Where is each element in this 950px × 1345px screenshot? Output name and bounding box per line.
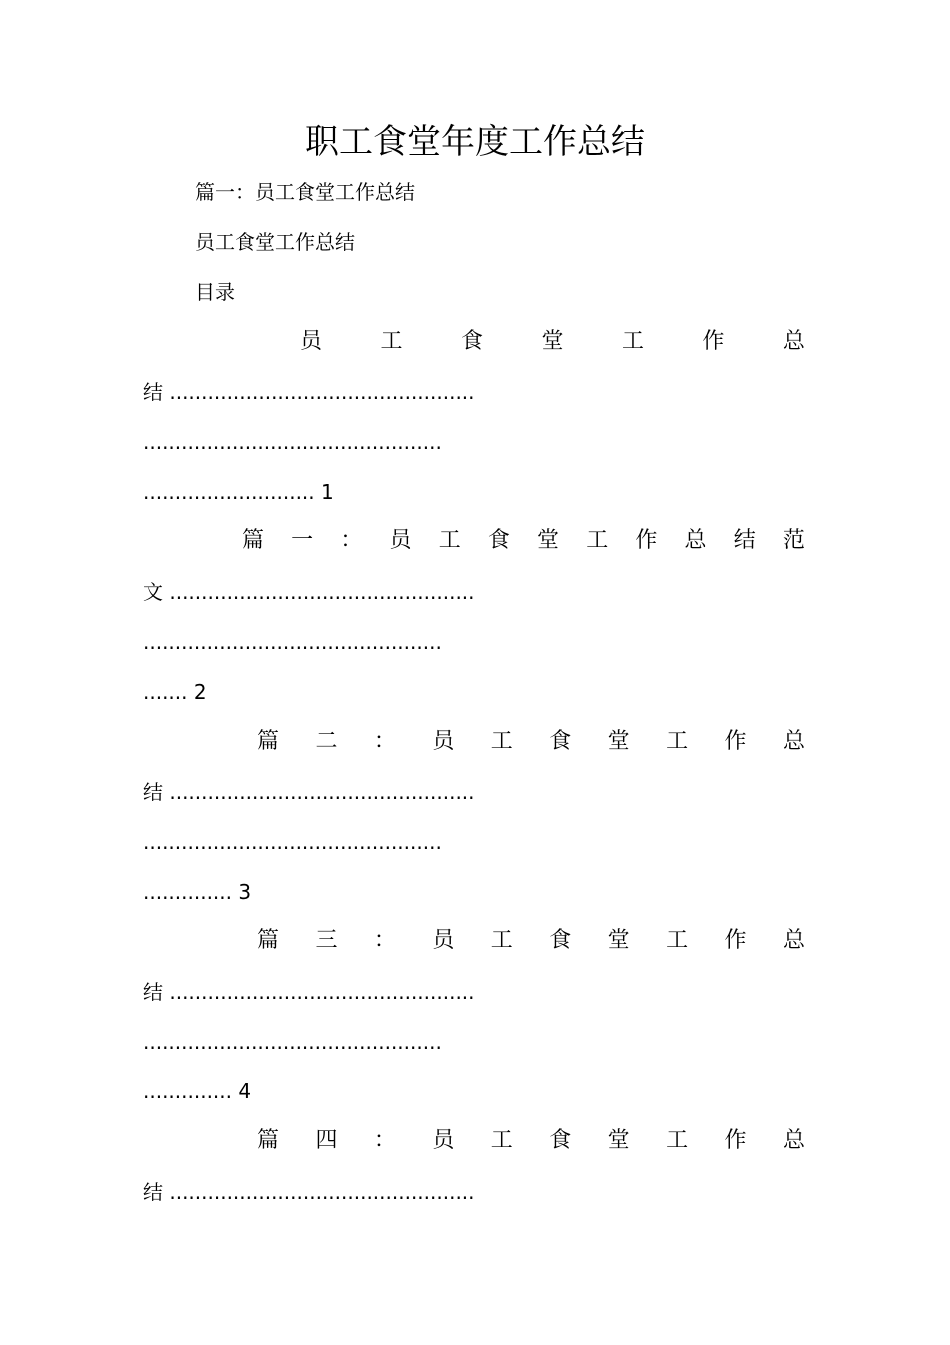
toc-char: 工 bbox=[490, 729, 513, 754]
toc-char: 员 bbox=[300, 329, 323, 354]
toc-last-char: 结 bbox=[143, 780, 163, 804]
toc-char: 员 bbox=[432, 729, 455, 754]
toc-char: 食 bbox=[549, 1128, 572, 1153]
toc-char: 堂 bbox=[607, 729, 630, 754]
document-title: 职工食堂年度工作总结 bbox=[305, 122, 645, 162]
toc-char: 一 bbox=[291, 528, 314, 553]
toc-char: 范 bbox=[782, 528, 805, 553]
toc-entry-1-line-2 bbox=[143, 378, 475, 406]
toc-last-char: 结 bbox=[143, 380, 163, 404]
toc-char: 食 bbox=[460, 329, 483, 354]
toc-char: 总 bbox=[782, 329, 805, 354]
dot-leader: ............................................... bbox=[143, 830, 442, 854]
toc-char: 作 bbox=[724, 729, 747, 754]
toc-last-char: 结 bbox=[143, 1180, 163, 1204]
toc-char: 篇 bbox=[257, 729, 280, 754]
toc-char: 篇 bbox=[257, 1128, 280, 1153]
page-number: 2 bbox=[193, 680, 207, 704]
toc-char: 工 bbox=[438, 528, 461, 553]
toc-char: 工 bbox=[380, 329, 403, 354]
toc-char: 堂 bbox=[607, 928, 630, 953]
dot-leader: ....... bbox=[143, 680, 188, 704]
dot-leader: ................................................ bbox=[169, 980, 475, 1004]
toc-char: ： bbox=[373, 1128, 396, 1153]
toc-char: 作 bbox=[724, 928, 747, 953]
dot-leader: ................................................ bbox=[169, 1180, 475, 1204]
toc-last-char: 结 bbox=[143, 980, 163, 1004]
dot-leader: ................................................ bbox=[169, 380, 475, 404]
toc-char: 工 bbox=[490, 928, 513, 953]
dot-leader: ............................................... bbox=[143, 430, 442, 454]
toc-entry-3-line-2 bbox=[143, 778, 475, 806]
toc-char: 工 bbox=[586, 528, 609, 553]
toc-entry-1-title bbox=[300, 327, 805, 357]
toc-char: 总 bbox=[782, 928, 805, 953]
dot-leader: ................................................ bbox=[169, 580, 475, 604]
toc-char: 工 bbox=[666, 729, 689, 754]
intro-line-2: 员工食堂工作总结 bbox=[195, 230, 355, 254]
toc-char: 食 bbox=[549, 928, 572, 953]
toc-char: 食 bbox=[549, 729, 572, 754]
toc-char: 总 bbox=[684, 528, 707, 553]
toc-char: 总 bbox=[782, 729, 805, 754]
page-number: 3 bbox=[238, 880, 252, 904]
intro-line-1: 篇一：员工食堂工作总结 bbox=[195, 180, 415, 204]
toc-char: ： bbox=[373, 928, 396, 953]
toc-char: ： bbox=[340, 528, 363, 553]
toc-char: 总 bbox=[782, 1128, 805, 1153]
toc-char: 作 bbox=[635, 528, 658, 553]
toc-char: ： bbox=[373, 729, 396, 754]
toc-char: 堂 bbox=[537, 528, 560, 553]
toc-entry-4-page-line bbox=[143, 1077, 251, 1105]
toc-entry-2-line-2 bbox=[143, 578, 475, 606]
toc-char: 工 bbox=[666, 928, 689, 953]
toc-char: 工 bbox=[490, 1128, 513, 1153]
dot-leader: ........................... bbox=[143, 480, 315, 504]
toc-entry-2-page-line bbox=[143, 678, 207, 706]
toc-last-char: 文 bbox=[143, 580, 163, 604]
toc-entry-3-page-line bbox=[143, 878, 251, 906]
toc-char: 三 bbox=[315, 928, 338, 953]
toc-entry-5-line-2 bbox=[143, 1178, 475, 1206]
toc-char: 作 bbox=[702, 329, 725, 354]
toc-char: 结 bbox=[733, 528, 756, 553]
toc-entry-3-title bbox=[257, 727, 805, 757]
toc-entry-5-title bbox=[257, 1126, 805, 1156]
page-number: 4 bbox=[238, 1079, 252, 1103]
toc-char: 作 bbox=[724, 1128, 747, 1153]
toc-entry-2-title bbox=[242, 526, 805, 556]
toc-entry-1-page-line bbox=[143, 478, 334, 506]
dot-leader: ................................................ bbox=[169, 780, 475, 804]
dot-leader: .............. bbox=[143, 880, 233, 904]
toc-heading: 目录 bbox=[195, 280, 235, 304]
dot-leader: ............................................... bbox=[143, 1030, 442, 1054]
dot-leader: ............................................... bbox=[143, 630, 442, 654]
toc-char: 二 bbox=[315, 729, 338, 754]
toc-char: 工 bbox=[666, 1128, 689, 1153]
toc-char: 食 bbox=[487, 528, 510, 553]
toc-entry-4-title bbox=[257, 926, 805, 956]
page-number: 1 bbox=[321, 480, 334, 504]
toc-char: 员 bbox=[389, 528, 412, 553]
toc-char: 篇 bbox=[242, 528, 265, 553]
toc-char: 堂 bbox=[607, 1128, 630, 1153]
toc-char: 工 bbox=[621, 329, 644, 354]
toc-char: 篇 bbox=[257, 928, 280, 953]
toc-char: 堂 bbox=[541, 329, 564, 354]
toc-char: 四 bbox=[315, 1128, 338, 1153]
toc-char: 员 bbox=[432, 1128, 455, 1153]
dot-leader: .............. bbox=[143, 1079, 233, 1103]
toc-entry-4-line-2 bbox=[143, 978, 475, 1006]
toc-char: 员 bbox=[432, 928, 455, 953]
